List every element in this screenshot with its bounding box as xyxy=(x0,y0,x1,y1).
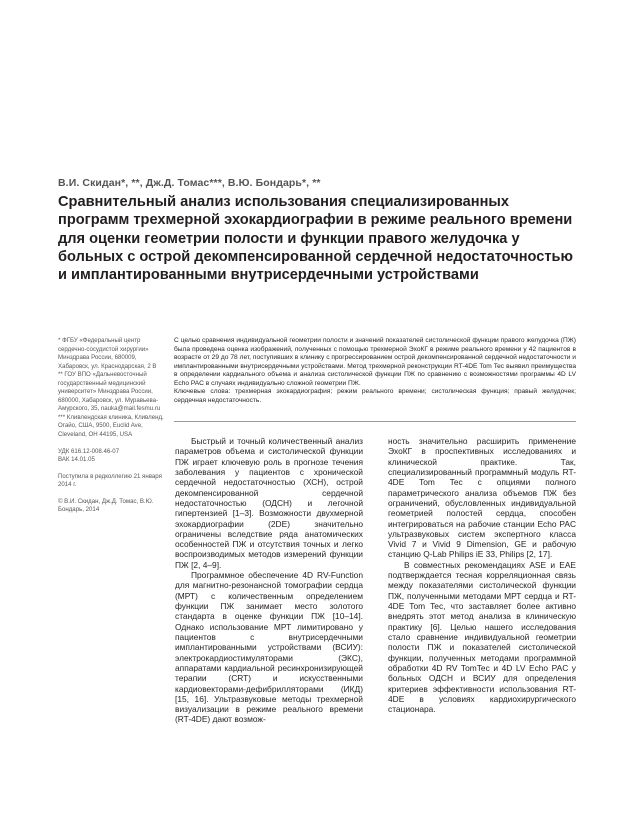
article-title: Сравнительный анализ использования специализированных программ трехмерной эхокардиографии в режиме реального времени для оценки геометрии полости и функции правого желудочка у больных с острой декомпенсированной сердечной недостаточностью и имплантированными внутрисердечными устройствами xyxy=(58,194,573,284)
body-column-left xyxy=(175,436,363,725)
abstract xyxy=(174,337,576,405)
paragraph: ность значительно расширить применение ЭхоКГ в проспективных исследованиях и клинической практике. Так, специализированный программный модуль RT-4DE Tom Tec с опциями полного параметрического анализа объемов ПЖ без ограничений, обусловленных индивидуальной геометрией полостей сердца, способен интегрироваться на рабочие станции Echo PAC ультразвуковых систем экспертного класса Vivid 7 и Vivid 9 Dimension, GE и рабочую станцию Q-Lab Philips iE 33, Philips [2, 17]. xyxy=(388,436,576,560)
paragraph: Быстрый и точный количественный анализ параметров объема и систолической функции ПЖ играет ключевую роль в прогнозе течения заболевания у пациентов с хронической сердечной недостаточностью (ХСН), острой декомпенсированной сердечной недостаточностью (ОДСН) и легочной гипертензией [1–3]. Возможности двухмерной эхокардиографии (2DE) значительно ограничены вследствие ряда анатомических особенностей ПЖ и отсутствия точных и легко воспроизводимых методов измерений функции ПЖ [2, 4–9]. xyxy=(175,436,363,570)
vak-code: ВАК 14.01.05 xyxy=(58,456,95,464)
affiliation-2: ** ГОУ ВПО «Дальневосточный государственный медицинский университет» Минздрава России, 680000, Хабаровск, ул. Муравьева-Амурского, 35, nauka@mail.fesmu.ru xyxy=(58,371,161,413)
sidebar-info xyxy=(58,337,164,515)
body-column-right xyxy=(388,436,576,714)
authors-line: В.И. Скидан*, **, Дж.Д. Томас***, В.Ю. Бондарь*, ** xyxy=(58,177,321,189)
paragraph: В совместных рекомендациях ASE и EAE подтверждается тесная корреляционная связь между показателями систолической функции ПЖ, полученными методами МРТ сердца и RT-4DE Tom Tec, что заставляет более активно внедрять этот метод анализа в клиническую практику [6]. Целью нашего исследования стало сравнение индивидуальной геометрии полости ПЖ и показателей систолической функции, полученных методами программной обработки 4D RV TomTec и 4D LV Echo PAC у больных ОДСН и ВСИУ для определения критериев эффективности использования RT-4DE в условиях кардиохирургического стационара. xyxy=(388,559,576,715)
keywords: Ключевые слова: трехмерная эхокардиография; режим реального времени; систолическая функция; правый желудочек; сердечная недостаточность. xyxy=(174,388,576,404)
affiliation-1: * ФГБУ «Федеральный центр сердечно-сосудистой хирургии» Минздрава России, 680009, Хабаровск, ул. Краснодарская, 2 В xyxy=(58,337,157,370)
received-date: Поступила в редколлегию 21 января 2014 г. xyxy=(58,472,162,489)
abstract-divider xyxy=(174,421,576,422)
affiliation-3: *** Кливлендская клиника, Кливленд, Огайо, США, 9500, Euclid Ave, Cleveland, OH 44195, USA xyxy=(58,413,164,439)
udc-code: УДК 616.12-008.46-07 xyxy=(58,447,120,455)
abstract-text: С целью сравнения индивидуальной геометрии полости и значений показателей систолической функции правого желудочка (ПЖ) была проведена оценка изображений, полученных с помощью трехмерной ЭхоКГ в режиме реального времени у 42 пациентов в возрасте от 29 до 78 лет, поступивших в клинику с прогрессированием острой декомпенсированной сердечной недостаточности и имплантированными внутрисердечными устройствами. Метод трехмерной реконструкции RT-4DE Tom Tec выявил преимущества в определении кардиального объема и анализа систолической функции ПЖ по сравнению с возможностями программы 4D LV Echo PAC в случаях индивидуально сложной геометрии ПЖ. xyxy=(174,337,576,387)
copyright: © В.И. Скидан, Дж.Д. Томас, В.Ю. Бондарь, 2014 xyxy=(58,497,154,514)
paragraph: Программное обеспечение 4D RV-Function для магнитно-резонансной томографии сердца (МРТ) с количественным определением функции ПЖ занимает место золотого стандарта в оценке функции ПЖ [10–14]. Однако использование МРТ лимитировано у пациентов с внутрисердечными имплантированными устройствами (ВСИУ): электрокардиостимуляторами (ЭКС), аппаратами кардиальной ресинхронизирующей терапии (CRT) и искусственными кардиовекторами-дефибрилляторами (ИКД) [15, 16]. Ультразвуковые методы трехмерной визуализации в режиме реального времени (RT-4DE) дают возмож- xyxy=(175,570,363,725)
